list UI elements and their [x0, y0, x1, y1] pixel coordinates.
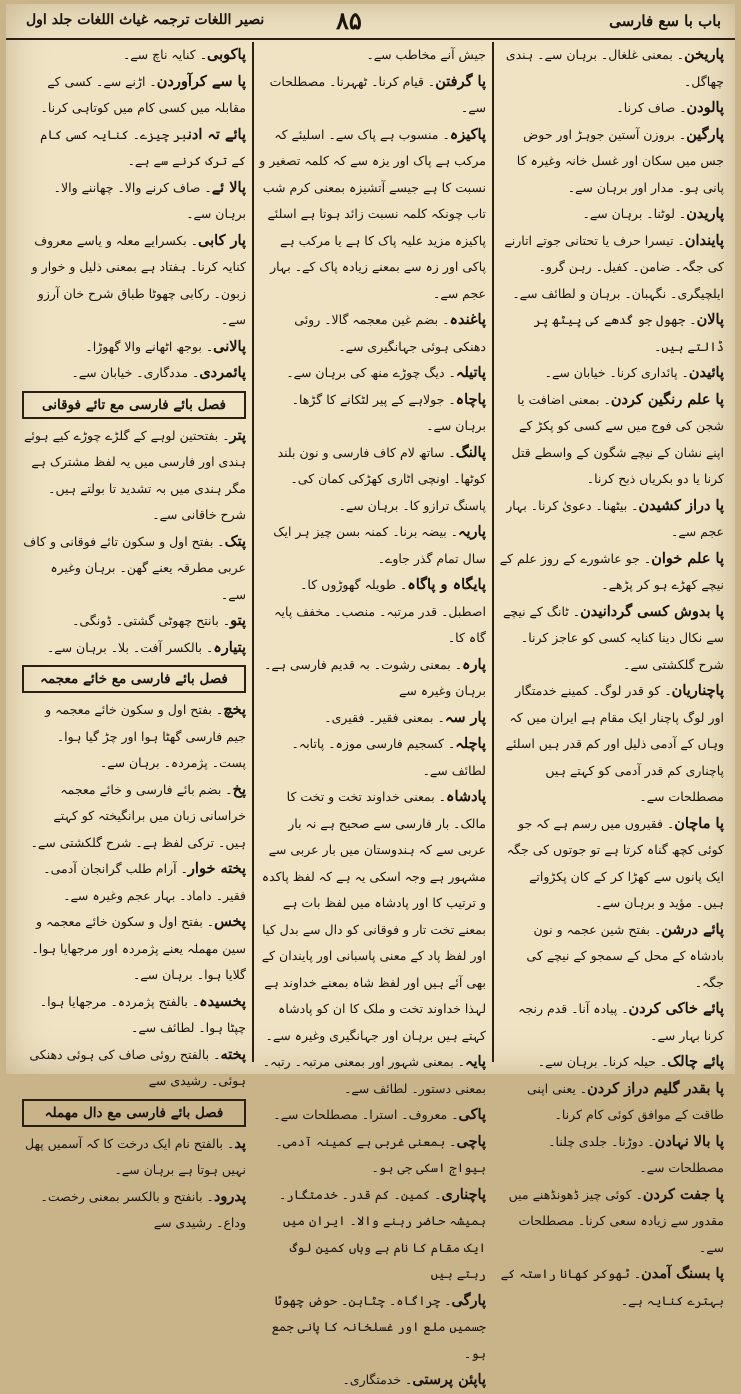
entry-headword: پتک [224, 532, 246, 550]
dictionary-entry [22, 69, 246, 122]
entry-headword: پالنگ [455, 443, 486, 461]
entry-definition: ۔ بانتح چھوٹی گشتی۔ ڈونگی۔ [72, 613, 231, 628]
running-head-right: باب با سع فارسی [609, 12, 721, 30]
dictionary-entry [22, 697, 246, 777]
entry-headword: پار سہ [444, 708, 486, 726]
entry-headword: پائے درشن [661, 920, 724, 938]
entry-headword: پاکوبی [207, 46, 246, 63]
dictionary-entry [22, 635, 246, 662]
entry-headword: پاغندہ [449, 311, 486, 328]
entry-headword: پا ماچان [674, 814, 724, 832]
dictionary-entry [22, 228, 246, 334]
entry-definition: ۔ خدمتگاری۔ [342, 1372, 413, 1387]
dictionary-entry [258, 784, 486, 1049]
entry-headword: پخس [214, 913, 246, 930]
entry-definition: ۔ بروزن آستین جوہڑ اور حوض جس میں سکان اور غسل خانہ وغیرہ کا پانی ہو۔ مدار اور برہان سے۔ [516, 126, 724, 195]
entry-definition: ۔ بضم غین معجمہ گالا۔ روئی دھنکی ہوئی جہانگیری سے۔ [294, 312, 486, 354]
entry-definition: ۔ دیگ چوڑے منھ کی برہان سے۔ [286, 365, 456, 380]
entry-headword: پائے تہ ادن [187, 125, 246, 143]
entry-headword: پادشاہ [446, 788, 486, 805]
entry-definition: ۔ معروف۔ استرا۔ مصطلحات سے۔ [273, 1107, 459, 1122]
entry-headword: پارگی [451, 1291, 486, 1309]
entry-headword: پخ [232, 780, 246, 798]
entry-definition: ۔ بفتحتین لوہے کے گلڑے چوڑے کیے ہوئے ہندی اور فارسی میں یہ لفظ مشترک ہے مگر ہندی میں بہ تشدید تا بولتے ہیں۔ شرح خاقانی سے۔ [24, 427, 246, 522]
dictionary-entry [498, 228, 724, 308]
entry-headword: پارگین [686, 125, 724, 143]
dictionary-entry [258, 731, 486, 784]
entry-definition: ۔ جھول جو گدھے کی پیٹھ پر ڈالتے ہیں۔ [533, 312, 724, 354]
entry-definition: ۔ بالفتح پژمردہ۔ مرجھایا ہوا۔ چپٹا ہوا۔ لطائف سے۔ [39, 993, 246, 1035]
dictionary-entry [22, 1042, 246, 1095]
entry-headword: پائے چالک [667, 1053, 724, 1070]
entry-definition: ۔ کسجیم فارسی موزہ۔ پاتابہ۔ لطائف سے۔ [291, 736, 486, 778]
entry-definition: ۔ ٹھوکر کھانا راستہ کے بہترے کنایہ ہے۔ [500, 1266, 724, 1308]
entry-definition: ۔ مددگاری۔ خیابان سے۔ [71, 365, 200, 380]
entry-definition: ۔ بمعنی فقیر۔ فقیری۔ [324, 709, 445, 725]
entry-headword: پد [234, 1134, 246, 1152]
dictionary-entry [22, 423, 246, 529]
dictionary-entry [258, 1049, 486, 1102]
entry-headword: پا علم خوان [651, 549, 724, 567]
entry-definition: ۔ بضم بائے فارسی و خائے معجمہ خراسانی زبان میں برانگیختہ کو کہتے ہیں۔ ترکی لفظ ہے۔ شرح گلکشتی سے۔ [30, 781, 246, 850]
entry-definition: ۔ بمعنی رشوت۔ بہ قدیم فارسی ہے۔ برہان وغیرہ سے [264, 656, 486, 698]
entry-definition: ۔ جو عاشورے کے روز علم کے نیچے کھڑے ہو کر پڑھے۔ [499, 550, 724, 592]
dictionary-entry [498, 996, 724, 1049]
entry-headword: پالان [696, 311, 724, 328]
entry-definition: ۔ بوجھ اٹھانے والا گھوڑا۔ [85, 338, 214, 354]
entry-definition: ۔ بمعنی اضافت یا شجن کی فوج میں سے کسی کو پکڑ کے اپنے نشان کے نیچے شگون کے واسطے قتل کرنا یا دو بکریاں ذبح کرنا۔ [511, 391, 724, 486]
entry-definition: ۔ دوڑنا۔ جلدی چلنا۔ مصطلحات سے۔ [548, 1133, 724, 1175]
entry-definition: ۔ کوئی چیز ڈھونڈھنے میں مقدور سے زیادہ سعی کرنا۔ مصطلحات سے۔ [508, 1186, 724, 1255]
entry-definition: ۔ بمعنی خداوند تخت و تخت کا مالک۔ بار فارسی سے صحیح ہے نہ بار عربی سے کہ ہندوستان میں بار عربی سے مشہور ہے وجہ اسکی یہ ہے کہ لفظ پاکدہ و ترتیب کا اور پادشاہ میں لفظ بات ہے بمعنے تخت تار و فوقانی کو دال سے بدل کیا اور لفظ پاد کے معنی پاسبانی اور پایندان کے بھی آئے ہیں اور لفظ شاہ بمعنے خداوند ہے لہذا خداوند تخت و ملک کا ان کو پادشاہ کہتے ہیں برہان اور جہانگیری وغیرہ سے۔ [261, 789, 486, 1043]
page-header [6, 4, 735, 40]
entry-headword: پخچ [223, 701, 246, 718]
entry-definition: ۔ کمین۔ کم قدر۔ خدمتگار۔ ہمیشہ حاضر رہنے والا۔ ایران میں ایک مقام کا نام ہے وہاں کمین لوگ رہتے ہیں [279, 1186, 486, 1281]
dictionary-entry [258, 705, 486, 732]
dictionary-entry [22, 777, 246, 857]
entry-headword: پا دراز کشیدن [638, 496, 724, 514]
entry-definition: ۔ ساتھ لام کاف فارسی و نون بلند کوٹھا۔ اونچی اٹاری کھڑکی کمان کی۔ پاسنگ ترازو کا۔ برہان سے۔ [277, 444, 486, 513]
entry-headword: پاریخن [684, 46, 724, 63]
entry-headword: پاتیلہ [455, 364, 486, 381]
dictionary-entry [22, 360, 246, 387]
entry-definition: ۔ پیادہ آنا۔ قدم رنجہ کرنا بہار سے۔ [518, 1001, 724, 1043]
dictionary-entry [498, 811, 724, 917]
dictionary-entry [258, 360, 486, 387]
entry-definition: ۔ قیام کرنا۔ ٹھہرنا۔ مصطلحات سے۔ [269, 73, 486, 115]
column-left [22, 42, 246, 1230]
entry-definition: ۔ فقیروں میں رسم ہے کہ جو کوئی کچھ گناہ کرتا ہے تو جوتوں کی جگہ ایک پانوں سے کھڑا کر کے کان پکڑواتے ہیں۔ مؤید و برہان سے۔ [506, 815, 724, 910]
dictionary-entry [498, 1261, 724, 1314]
running-head-left: نصیر اللغات ترجمہ غیاث اللغات جلد اول [26, 12, 265, 28]
entry-definition: ۔ بیٹھنا۔ دعویٰ کرنا۔ بہار عجم سے۔ [506, 497, 724, 539]
dictionary-entry [498, 95, 724, 122]
dictionary-entry [498, 122, 724, 202]
dictionary-entry [258, 307, 486, 360]
dictionary-entry [22, 175, 246, 228]
dictionary-entry [258, 1102, 486, 1129]
entry-headword: پایگاہ و پاگاہ [407, 576, 486, 593]
entry-definition: جیش آنے مخاطب سے۔ [366, 47, 486, 62]
dictionary-entry [22, 608, 246, 635]
entry-definition: ۔ ٹانگ کے نیچے سے نکال دینا کنایہ کسی کو عاجز کرنا۔ شرح گلکشتی سے۔ [502, 603, 724, 672]
column-middle [258, 42, 486, 1388]
entry-definition: ۔ تیسرا حرف یا تحتانی جوتے اتارنے کی جگہ۔ ضامن۔ کفیل۔ رہن گرو۔ ایلچیگری۔ نگہبان۔ برہان و لطائف سے۔ [504, 232, 724, 301]
entry-definition: ۔ جولاہے کے پیر لٹکانے کا گڑھا۔ برہان سے۔ [291, 391, 486, 433]
entry-headword: پاچلہ [455, 735, 486, 752]
dictionary-entry [258, 69, 486, 122]
dictionary-entry [22, 989, 246, 1042]
entry-definition: ۔ یعنی اپنی طاقت کے موافق کوئی کام کرنا۔ [527, 1080, 724, 1122]
column-right [498, 42, 724, 1308]
entry-headword: پارہ [462, 655, 486, 673]
dictionary-entry [258, 440, 486, 520]
entry-definition: ۔ پائداری کرنا۔ خیابان سے۔ [544, 365, 689, 380]
entry-definition: ۔ بالفتح نام ایک درخت کا کہ آسمیں پھل نہیں ہوتا ہے برہان سے۔ [24, 1135, 246, 1177]
entry-headword: پالانی [213, 337, 246, 355]
entry-headword: پا بقدر گلیم دراز کردن [587, 1079, 724, 1097]
dictionary-entry [498, 307, 724, 360]
entry-definition: ۔ بمعنی غربی ہے کمینہ آدمی۔ بیواج اسکی جی ہو۔ [275, 1133, 486, 1175]
entry-headword: پتیارہ [213, 638, 246, 656]
dictionary-entry [22, 529, 246, 609]
column-divider [492, 42, 494, 1062]
entry-headword: پخته [220, 1045, 246, 1063]
dictionary-entry [498, 1182, 724, 1262]
dictionary-entry [258, 387, 486, 440]
dictionary-entry [498, 42, 724, 95]
entry-definition: ۔ بفتح اول و سکون خائے معجمہ و سین مھملہ یعنے پژمردہ اور مرجھایا ہوا۔ گلایا ہوا۔ برہان سے۔ [31, 914, 246, 982]
entry-definition: ۔ صاف کرنا۔ [616, 100, 687, 115]
entry-headword: پالا ئے [211, 178, 246, 196]
entry-headword: پا سے کرآوردن [156, 72, 246, 90]
entry-headword: پاریہ [458, 523, 486, 540]
dictionary-entry [498, 678, 724, 811]
entry-definition: ۔ بفتح اول و سکون تائے فوقانی و کاف عربی مطرقہ یعنے گھن۔ برہان وغیرہ سے۔ [23, 533, 246, 602]
entry-headword: پا بالا نہادن [654, 1132, 724, 1150]
entry-headword: پائیدن [688, 364, 724, 381]
column-divider [252, 42, 254, 1062]
entry-definition: ۔ چراگاہ۔ چٹاہن۔ حوض چھوٹا جسمیں ملع اور غسلخانہ کا پانی جمع ہو۔ [271, 1292, 486, 1361]
entry-headword: پاچاہ [455, 390, 486, 408]
entry-definition: ۔ بانفتح و بالکسر بمعنی رخصت۔ وداع۔ رشیدی سے [40, 1188, 246, 1230]
entry-definition: بر چیزے۔ کنایہ کسی کام کے ترک کرنے سے ہے۔ [40, 126, 246, 168]
page-number: ۸۵ [336, 6, 362, 35]
section-heading: فصل بائے فارسی مع خائے معجمہ [22, 665, 246, 693]
dictionary-entry [258, 1288, 486, 1368]
dictionary-entry [22, 42, 246, 69]
entry-headword: پخسیدہ [199, 992, 246, 1010]
dictionary-entry [22, 856, 246, 909]
dictionary-entry [498, 493, 724, 546]
dictionary-entry [498, 360, 724, 387]
entry-headword: پخته خوار [187, 860, 246, 877]
dictionary-entry [258, 652, 486, 705]
entry-definition: ۔ لوٹنا۔ برہان سے۔ [582, 206, 687, 221]
dictionary-entry [258, 1367, 486, 1394]
entry-definition: ۔ کنایہ ناچ سے۔ [122, 47, 208, 62]
dictionary-entry [498, 1129, 724, 1182]
entry-definition: ۔ بمعنی شہور اور بمعنی مرتبہ۔ رتبہ۔ بمعنی دستور۔ لطائف سے۔ [262, 1054, 486, 1096]
entry-definition: ۔ کو قدر لوگ۔ کمینے خدمتگار اور لوگ پاچنار ایک مقام ہے ایران میں کہ وہاں کے آدمی ذلیل اور کم قدر ہیں اسلئے پاچناری کم قدر آدمی کو کہتے ہیں مصطلحات سے۔ [505, 683, 724, 804]
dictionary-entry [498, 201, 724, 228]
dictionary-entry [498, 917, 724, 997]
entry-headword: پاچی [456, 1132, 486, 1150]
entry-headword: پاکیزہ [449, 125, 486, 143]
dictionary-entry [22, 1184, 246, 1237]
section-heading: فصل بائے فارسی مع تائے فوقانی [22, 391, 246, 419]
entry-headword: پایہ [465, 1053, 486, 1070]
entry-definition: ۔ منسوب ہے پاک سے۔ اسلیئے کہ مرکب ہے پاک اور یزہ سے کہ کلمہ تصغیر و نسبت کا ہے جیسے آتشیزہ بمعنی کرم شب تاب چونکہ کلمہ نسبت زائد ہوتا ہے اسلئے پاکیزہ مزید علیہ پاک کا ہے یا مرکب ہے پاکی اور زہ سے بمعنے زیادہ پاک کے۔ بہار عجم سے۔ [259, 126, 486, 301]
entry-headword: پتر [229, 426, 246, 444]
entry-headword: پا علم رنگین کردن [610, 390, 724, 408]
section-heading: فصل بائے فارسی مع دال مھملہ [22, 1099, 246, 1127]
entry-definition: ۔ بکسرایے معلہ و یاسے معروف کنایہ کرنا۔ ہفتاد ہے بمعنی ذلیل و خوار و زبون۔ رکابی چھوٹا طباق شرح خان آرزو سے۔ [31, 232, 246, 327]
entry-headword: پائے خاکی کردن [628, 1000, 724, 1017]
entry-definition: ۔ بمعنی غلغال۔ برہان سے۔ ہندی چھاگل۔ [505, 47, 724, 89]
entry-headword: پالودن [686, 99, 724, 116]
entry-headword: پا بدوش کسی گردانیدن [580, 602, 724, 620]
dictionary-entry [258, 122, 486, 308]
entry-definition: ۔ حیلہ کرنا۔ برہان سے۔ [537, 1054, 668, 1069]
dictionary-entry [22, 122, 246, 175]
dictionary-entry [498, 1076, 724, 1129]
entry-definition: ۔ صاف کرنے والا۔ چھاننے والا۔ برہان سے۔ [53, 179, 246, 221]
entry-headword: پاریدن [686, 205, 724, 222]
dictionary-entry [498, 387, 724, 493]
entry-headword: پا گرفتن [435, 72, 486, 90]
dictionary-entry [258, 1182, 486, 1288]
entry-headword: پتو [230, 612, 246, 629]
entry-headword: پار کابی [198, 231, 246, 249]
dictionary-entry [258, 42, 486, 69]
entry-definition: ۔ بفتح اول و سکون خائے معجمہ و جیم فارسی گھٹا ہوا اور چڑ گیا ہوا۔ پست۔ پژمردہ۔ برہان سے۔ [45, 702, 246, 770]
dictionary-entry [22, 334, 246, 361]
dictionary-page [6, 4, 735, 1388]
entry-headword: پائمردی [199, 364, 246, 381]
entry-headword: پدرود [213, 1187, 246, 1205]
entry-definition: ۔ بالفتح روئی صاف کی ہوئی دھنکی ہوئی۔ رشیدی سے [29, 1046, 246, 1088]
entry-definition: ۔ اڑنے سے۔ کسی کے مقابلہ میں کسی کام میں کوتاہی کرنا۔ [40, 73, 246, 115]
dictionary-entry [258, 519, 486, 572]
entry-definition: ۔ بالکسر آفت۔ بلا۔ برہان سے۔ [46, 639, 214, 655]
dictionary-entry [258, 572, 486, 652]
entry-headword: پاچناریان [671, 682, 724, 699]
dictionary-entry [498, 1049, 724, 1076]
dictionary-entry [22, 909, 246, 989]
entry-definition: ۔ طویلہ گھوڑوں کا۔ اصطبل۔ قدر مرتبہ۔ منصب۔ مخفف پایہ گاہ کا۔ [274, 577, 486, 645]
entry-definition: ۔ بیضہ برنا۔ کمنہ بسن چیز ہر ایک سال تمام گذر جاوے۔ [273, 524, 486, 566]
entry-definition: ۔ بفتح شین عجمہ و نون بادشاہ کے محل کے سمجو کے نیچے کی جگہ۔ [526, 921, 724, 990]
entry-headword: پا جفت کردن [642, 1185, 724, 1203]
dictionary-entry [498, 599, 724, 679]
entry-definition: ۔ آرام طلب گرانجان آدمی۔ فقیر۔ داماد۔ بہار عجم وغیرہ سے۔ [43, 861, 246, 903]
entry-headword: پایندان [684, 231, 724, 249]
entry-headword: پاکی [458, 1106, 486, 1123]
entry-headword: پاپئن پرستی [412, 1371, 486, 1388]
dictionary-entry [498, 546, 724, 599]
dictionary-entry [22, 1131, 246, 1184]
dictionary-entry [258, 1129, 486, 1182]
entry-headword: پاچناری [441, 1185, 486, 1203]
entry-headword: پا بسنگ آمدن [641, 1265, 724, 1282]
